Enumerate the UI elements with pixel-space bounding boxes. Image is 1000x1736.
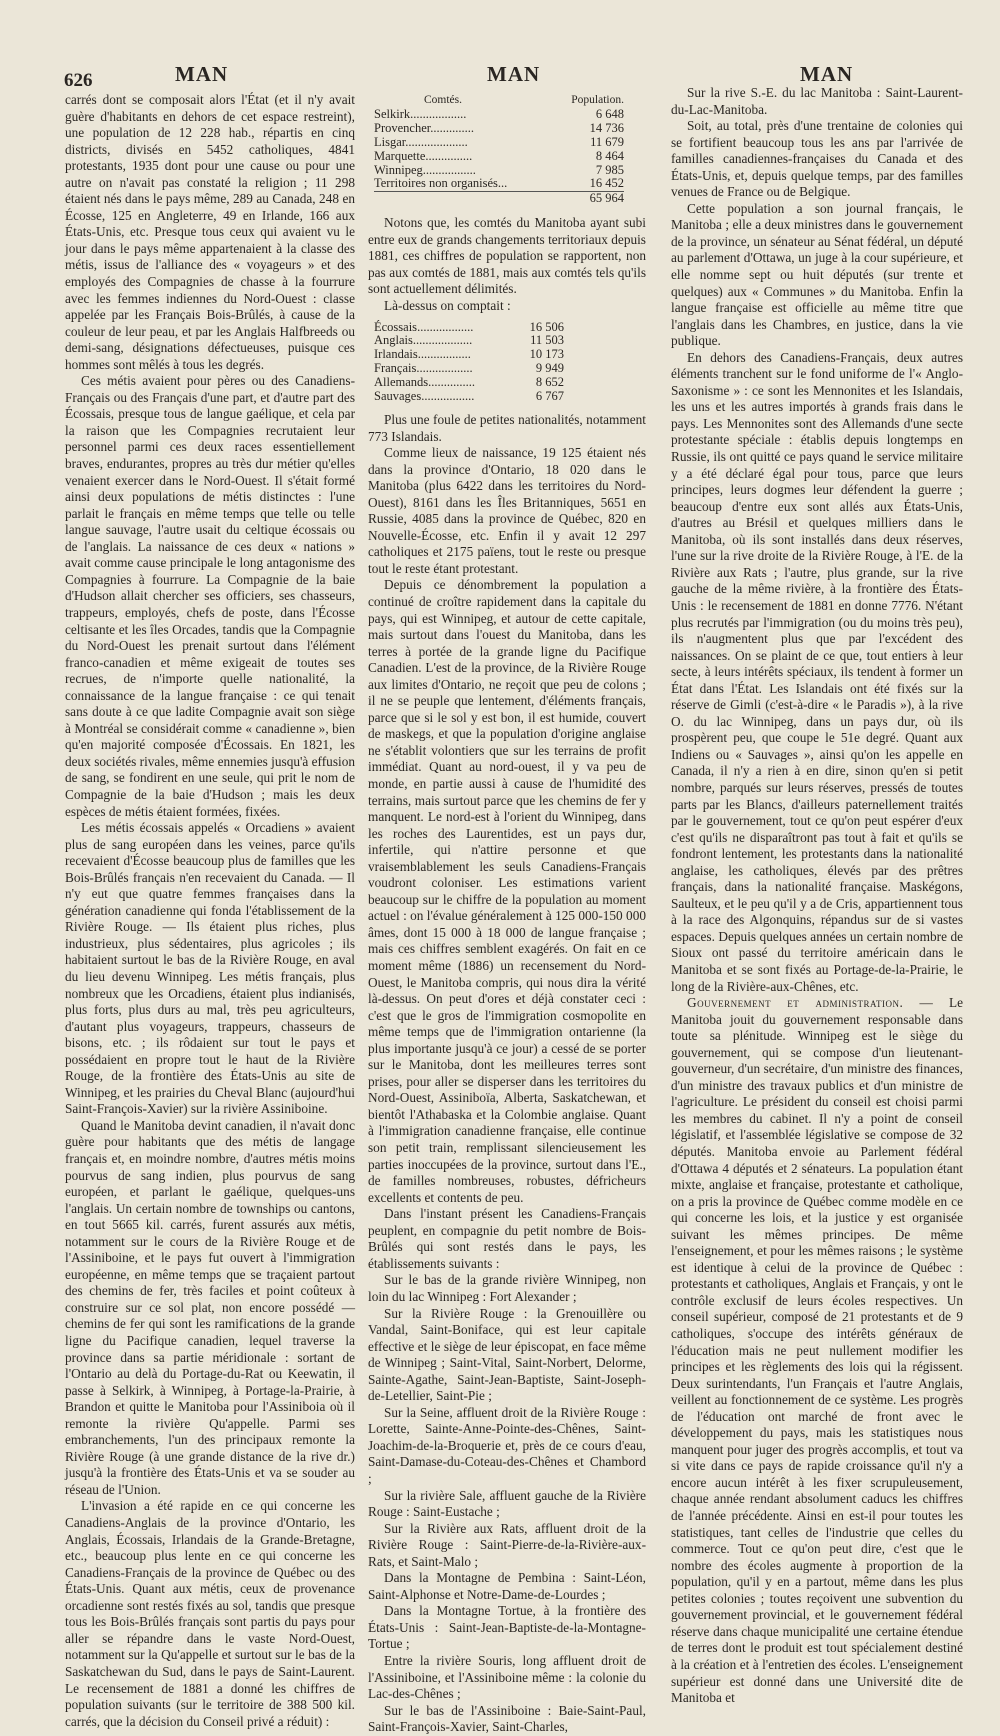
paragraph: Soit, au total, près d'une trentaine de colonies qui se fortifient beaucoup tous les ans par l'arrivée de familles canadiennes-françaises du Canada et des États-Unis, et, depuis quelque temps, par des familles venues de France ou de Belgique. xyxy=(671,118,963,200)
table-row: Marquette............... 8 464 xyxy=(374,148,624,163)
paragraph: carrés dont se composait alors l'État (et il n'y avait guère d'habitants en dehors de cet espace restreint), une population de 12 228 hab., répartis en cinq districts, divisés en 5452 catholiques, 4841 protestants, 1935 dont pour une cause ou pour une autre on n'avait pas constaté la religion ; 11 298 étaient nés dans le pays même, 289 au Canada, 248 en Écosse, 125 en Angleterre, 49 en Irlande, 166 aux États-Unis, etc. Presque tous ceux qui avaient vu le jour dans le pays même appartenaient à la classe des métis, issus de l'alliance des « voyageurs » et des employés des Compagnies de chasse à la fourrure avec les femmes indiennes du Nord-Ouest : classe appelée par les Français Bois-Brûlés, à cause de la couleur de leur peau, et par les Anglais Halfbreeds ou demi-sang, désignations défectueuses, puisque ces hommes sont mêlés à tous les degrés. xyxy=(65,92,355,372)
paragraph: Sur la Rivière aux Rats, affluent droit de la Rivière Rouge : Saint-Pierre-de-la-Rivière-aux-Rats, et Saint-Malo ; xyxy=(368,1520,646,1569)
table-row: Sauvages................. 6 767 xyxy=(374,389,564,404)
table-total-row: 65 964 xyxy=(374,192,624,206)
section-text: Le Manitoba jouit du gouvernement responsable dans toute sa plénitude. Winnipeg est le siège du gouvernement, qui se compose d'un lieutenant-gouverneur, d'un secrétaire, d'un ministre des finances, d'un ministre des travaux publics et d'un ministre de l'agriculture. Le président du conseil est choisi parmi les membres du cabinet. Il n'y a point de conseil législatif, et l'assemblée législative se compose de 32 députés. Manitoba envoie au Parlement fédéral d'Ottawa 4 députés et 2 sénateurs. La population étant mixte, anglaise et française, protestante et catholique, on a pris la province de Québec comme modèle en ce qui concerne les lois, et la justice y est organisée suivant les mêmes principes. De même l'enseignement, et pour les mêmes raisons ; le système est identique à celui de la province de Québec : protestants et catholiques, Anglais et Français, y ont le contrôle exclusif de leurs écoles respectives. Un conseil supérieur, composé de 21 protestants et de 9 catholiques, s'occupe des intérêts généraux de l'éducation mais ne peut nullement modifier les principes et les règlements des lois qui la régissent. Deux surintendants, l'un Français et l'autre Anglais, veillent au fonctionnement de ce système. Les progrès de l'éducation ont marché de front avec le développement du pays, mais les statistiques nous manquent pour juger des progrès accomplis, et tout va si vite dans ce pays de rapide croissance qu'il n'y a encore aucun intérêt à les fixer scrupuleusement, chaque année rendant absolument caducs les chiffres de l'année précédente. Ainsi en est-il pour toutes les statistiques, tant celles de l'industrie que celles du commerce. Tout ce qu'on peut dire, c'est que le nombre des écoles augmente à proportion de la population, qu'il y en a partout, même dans les plus petites colonies ; toutes reçoivent une subvention du gouvernement provincial, et le gouvernement fédéral réserve dans chaque municipalité une certaine étendue de terres dont le produit est tout spécialement destiné à la création et à l'entretien des écoles. L'enseignement supérieur est donné dans une Université dite de Manitoba et xyxy=(671,995,963,1706)
population-by-county-table xyxy=(374,94,624,206)
paragraph: Sur la rive S.-E. du lac Manitoba : Saint-Laurent-du-Lac-Manitoba. xyxy=(671,85,963,117)
table-row: Écossais.................. 16 506 xyxy=(374,319,564,334)
paragraph: Sur le bas de l'Assiniboine : Baie-Saint-Paul, Saint-François-Xavier, Saint-Charles, xyxy=(368,1702,646,1735)
table-row: Allemands............... 8 652 xyxy=(374,375,564,390)
paragraph: Là-dessus on comptait : xyxy=(384,297,511,313)
paragraph: Notons que, les comtés du Manitoba ayant subi entre eux de grands changements territoriaux depuis 1881, ces chiffres de population se rapportent, non pas aux comtés de 1881, mais aux comtés tels qu'ils sont actuellement délimités. xyxy=(368,215,646,297)
table-row: Irlandais................. 10 173 xyxy=(374,347,564,362)
paragraph: Sur la Rivière Rouge : la Grenouillère ou Vandal, Saint-Boniface, qui est leur capitale effective et le siège de leur épiscopat, en face même de Winnipeg ; Saint-Vital, Saint-Norbert, Delorme, Sainte-Agathe, Saint-Jean-Baptiste, Saint-Joseph-de-Letellier, Saint-Pie ; xyxy=(368,1305,646,1404)
paragraph: Cette population a son journal français, le Manitoba ; elle a deux ministres dans le gouvernement de la province, un sénateur au Sénat fédéral, un député au parlement d'Ottawa, un juge à la cour supérieure, et elle nomme sept ou huit députés (sur trente et quelques) aux « Communes » du Manitoba. Enfin la langue française est officielle au même titre que l'anglais dans les Chambres, en justice, dans la vie publique. xyxy=(671,200,963,349)
paragraph: Ces métis avaient pour pères ou des Canadiens-Français ou des Français d'une part, et d'autre part des Écossais, presque tous de langue gaélique, et cela par la raison que les Compagnies recrutaient leur personnel parmi ces deux races essentiellement braves, endurantes, propres au très dur métier qu'elles venaient exercer dans le Nord-Ouest. Il s'était formé ainsi deux populations de métis distinctes : l'une parlait le français en même temps que telle ou telle langue sauvage, l'autre usait du celtique écossais ou de l'anglais. La naissance de ces deux « nations » avait comme cause principale le long antagonisme des Compagnies à fourrure. La Compagnie de la baie d'Hudson allait chercher ses officiers, ses chasseurs, trappeurs, employés, chefs de poste, dans l'Écosse celtisante et les îles Orcades, tandis que la Compagnie du Nord-Ouest les prenait surtout dans l'élément franco-canadien et même exigeait de toutes ses recrues, de n'importe quelle nationalité, la connaissance de la langue française : ce qui tenait sans doute à ce que ladite Compagnie avait son siège à Montréal se considérait comme « canadienne », bien qu'en majorité composée d'Écossais. En 1821, les deux sociétés rivales, même ennemies jusqu'à effusion de sang, se fondirent en une seule, qui prit le nom de Compagnie de la baie d'Hudson ; mais les deux espèces de métis étaient formées, fixées. xyxy=(65,373,355,819)
table-row: Provencher.............. 14 736 xyxy=(374,120,624,135)
paragraph: Quand le Manitoba devint canadien, il n'avait donc guère pour habitants que des métis de langage français et, en moindre nombre, d'autres métis moins pourvus de sang indien, plus pourvus de sang européen, et parlant le gaélique, quelques-uns l'anglais. Un certain nombre de townships ou cantons, en tout 5665 kil. carrés, furent assurés aux métis, notamment sur le cours de la Rivière Rouge et de l'Assiniboine, et le pays fut ouvert à l'immigration européenne, en même temps que se traçaient partout des chemins de fer, très faciles et point coûteux à construire sur ce sol plat, non encore possédé — chemins de fer qui sont les ramifications de la grande ligne du Pacifique canadien, lequel traverse la province dans sa partie méridionale : sortant de l'Ontario au delà du Portage-du-Rat ou Keewatin, il passe à Selkirk, à Winnipeg, à Portage-la-Prairie, à Brandon et quitte le Manitoba pour l'Assiniboia où il remonte la rivière Qu'appelle. Parmi ses embranchements, l'un des principaux remonte la Rivière Rouge (à une grande distance de la rive dr.) jusqu'à la frontière des États-Unis et va se souder au réseau de l'Union. xyxy=(65,1117,355,1497)
paragraph: Depuis ce dénombrement la population a continué de croître rapidement dans la capitale du pays, qui est Winnipeg, et autour de cette capitale, mais surtout dans l'ouest du Manitoba, dans les terres à portée de la grande ligne du Pacifique Canadien. L'est de la province, de la Rivière Rouge aux limites d'Ontario, ne reçoit que peu de colons ; il ne se peuple que lentement, d'éléments français, parce que si le sol y est bon, il est humide, couvert de maskegs, et que la population d'origine anglaise ne s'établit volontiers que sur les terrains de profit immédiat. Quant au nord-ouest, il y va peu de monde, en partie aussi à cause de l'humidité des terrains, mais surtout parce que les chemins de fer y manquent. Le nord-est à l'orient du Winnipeg, dans les roches des Laurentides, est un pays dur, infertile, qui n'attire personne et que vraisemblablement les seuls Canadiens-Français voudront coloniser. Les estimations varient beaucoup sur le chiffre de la population au moment actuel : on l'évalue généralement à 125 000-150 000 âmes, dont 15 000 à 18 000 de langue française ; mais ces chiffres semblent exagérés. On fait en ce moment même (1886) un recensement du Nord-Ouest, le Manitoba compris, qui nous dira la vérité là-dessus. On peut d'ores et déjà constater ceci : c'est que le gros de l'immigration cosmopolite en même temps que de l'immigration ontarienne (la plus importante jusqu'à ce jour) a cessé de se porter sur le Manitoba, dont les meilleures terres sont prises, pour aller se disperser dans les territoires du Nord-Ouest, Assiniboïa, Alberta, Saskatchewan, et bientôt l'Athabaska et la Colombie anglaise. Quant à l'immigration canadienne française, elle continue son petit train, remplissant silencieusement les parties inoccupées de la province, surtout dans l'E., de familles nombreuses, robustes, défricheurs excellents et contents de peu. xyxy=(368,577,646,1205)
paragraph: L'invasion a été rapide en ce qui concerne les Canadiens-Anglais de la province d'Ontario, les Anglais, Écossais, Irlandais de la Grande-Bretagne, etc., beaucoup plus lente en ce qui concerne les Canadiens-Français de la province de Québec ou des États-Unis. Quant aux métis, ceux de provenance orcadienne sont restés fixés au sol, tandis que presque tous les Bois-Brûlés français sont partis du pays pour aller se répandre dans le vaste Nord-Ouest, notamment sur la Qu'appelle et surtout sur le bas de la Saskatchewan du Sud, dans le pays de Saint-Laurent. Le recensement de 1881 a donné les chiffres de population suivants (sur le territoire de 388 500 kil. carrés, que la décision du Conseil privé a réduit) : xyxy=(65,1498,355,1729)
table-row: Français.................. 9 949 xyxy=(374,361,564,376)
section-paragraph xyxy=(671,995,963,1707)
column-center xyxy=(368,94,646,1736)
paragraph: Dans l'instant présent les Canadiens-Français peuplent, en compagnie du petit nombre de Bois-Brûlés qui sont restés dans le pays, les établissements suivants : xyxy=(368,1206,646,1271)
column-left xyxy=(65,92,355,1730)
paragraph: Plus une foule de petites nationalités, notamment 773 Islandais. xyxy=(368,411,646,444)
paragraph: Sur le bas de la grande rivière Winnipeg, non loin du lac Winnipeg : Fort Alexander ; xyxy=(368,1272,646,1304)
population-by-origin-table xyxy=(374,321,564,404)
paragraph: Sur la rivière Sale, affluent gauche de la Rivière Rouge : Saint-Eustache ; xyxy=(368,1487,646,1520)
running-head-left: MAN xyxy=(175,62,229,86)
paragraph: Sur la Seine, affluent droit de la Rivière Rouge : Lorette, Sainte-Anne-Pointe-des-Chênes, Saint-Joachim-de-la-Broquerie et, près de ce cours d'eau, Saint-Damase-du-Coteau-des-Chênes et Chambord ; xyxy=(368,1404,646,1486)
table-row: Winnipeg................. 7 985 xyxy=(374,162,624,177)
table-header: Comtés. xyxy=(424,94,463,106)
table-row: Anglais................... 11 503 xyxy=(374,333,564,348)
paragraph: Les métis écossais appelés « Orcadiens » avaient plus de sang européen dans les veines, parce qu'ils recevaient d'Écosse beaucoup plus de familles que les Bois-Brûlés français n'en recevaient du Canada. — Il n'y eut que quatre femmes françaises dans la génération canadienne qui fonda l'établissement de la Rivière Rouge. — Ils étaient plus riches, plus industrieux, plus sédentaires, plus agricoles ; ils habitaient surtout le bas de la Rivière Rouge, en aval du lieu devenu Winnipeg. Les métis français, plus nombreux que les Orcadiens, étaient plus indianisés, plus forts, plus durs au mal, très peu agriculteurs, d'autant plus voyageurs, trappeurs, chasseurs de bisons, etc. ; ils rôdaient sur tout le pays et possédaient en propre tout le haut de la Rivière Rouge, de la frontière des États-Unis au site de Winnipeg, et les prairies du Cheval Blanc (aujourd'hui Saint-François-Xavier) sur la rivière Assiniboine. xyxy=(65,820,355,1117)
table-header: Population. xyxy=(571,94,624,106)
section-title: Gouvernement et administration. — xyxy=(687,995,934,1011)
paragraph: Entre la rivière Souris, long affluent droit de l'Assiniboine, et l'Assiniboine même : la colonie du Lac-des-Chênes ; xyxy=(368,1652,646,1702)
page-number: 626 xyxy=(64,70,93,91)
table-row: Territoires non organisés... 16 452 xyxy=(374,176,624,191)
running-head-center: MAN xyxy=(487,62,541,86)
column-right xyxy=(671,85,963,1707)
paragraph: Dans la Montagne Tortue, à la frontière des États-Unis : Saint-Jean-Baptiste-de-la-Montagne-Tortue ; xyxy=(368,1603,646,1652)
paragraph: En dehors des Canadiens-Français, deux autres éléments tranchent sur le fond uniforme de l'« Anglo-Saxonisme » : ce sont les Mennonites et les Islandais, les uns et les autres importés à grands frais dans le pays. Les Mennonites sont des Allemands d'une secte protestante spéciale : établis depuis longtemps en Russie, ils ont quitté ce pays quand le service militaire y a été déclaré égal pour tous, parce que leurs principes, leurs dogmes leur défendent la guerre ; beaucoup d'entre eux sont allés aux États-Unis, d'autres au Brésil et quelques milliers dans le Manitoba, où ils sont installés dans deux réserves, l'une sur la rive droite de la Rivière Rouge, à l'E. de la Rivière aux Rats ; l'autre, plus grande, sur la rive gauche de la même rivière, à la frontière des États-Unis : le recensement de 1881 en donne 7776. N'étant plus recrutés par l'immigration (ou du moins très peu), ils n'augmentent plus que par l'excédent des naissances. On se plaint de ce que, tout entiers à leur secte, à leurs intérêts spéciaux, ils tendent à former un État dans l'État. Les Islandais ont été fixés sur la réserve de Gimli (c'est-à-dire « le Paradis »), à la rive O. du lac Winnipeg, dans un pays dur, où ils prospèrent peu, que coupe le 51e degré. Quant aux Indiens ou « Sauvages », ainsi qu'on les appelle en Canada, il n'y a rien à en dire, sinon qu'en si petit nombre, parqués sur leurs réserves, pressés de toutes parts par les Blancs, d'ailleurs paternellement traités par le gouvernement, tout ce qu'on peut espérer d'eux c'est qu'ils ne disparaîtront pas tout à fait et qu'ils se fondront lentement, les protestants dans la nationalité anglaise, les catholiques, élevés par des prêtres français, dans la nationalité française. Maskégons, Saulteux, et le peu qu'il y a de Cris, appartiennent tous à la race des Algonquins, répandus sur de si vastes espaces. Depuis quelques années un certain nombre de Sioux ont passé du territoire américain dans le Manitoba et se sont fixés au Portage-de-la-Prairie, le long de la Rivière-aux-Chênes, etc. xyxy=(671,349,963,994)
table-row: Lisgar.................... 11 679 xyxy=(374,134,624,149)
paragraph: Dans la Montagne de Pembina : Saint-Léon, Saint-Alphonse et Notre-Dame-de-Lourdes ; xyxy=(368,1570,646,1602)
paragraph: Comme lieux de naissance, 19 125 étaient nés dans la province d'Ontario, 18 020 dans le Manitoba (plus 6422 dans les territoires du Nord-Ouest), 8161 dans les Îles Britanniques, 5651 en Russie, 4085 dans la province de Québec, 820 en Nouvelle-Écosse, etc. Enfin il y avait 12 297 catholiques et 2175 païens, tout le reste ou presque tout le reste étant protestant. xyxy=(368,445,646,576)
table-row: Selkirk.................. 6 648 xyxy=(374,106,624,121)
running-head-right: MAN xyxy=(800,62,854,86)
